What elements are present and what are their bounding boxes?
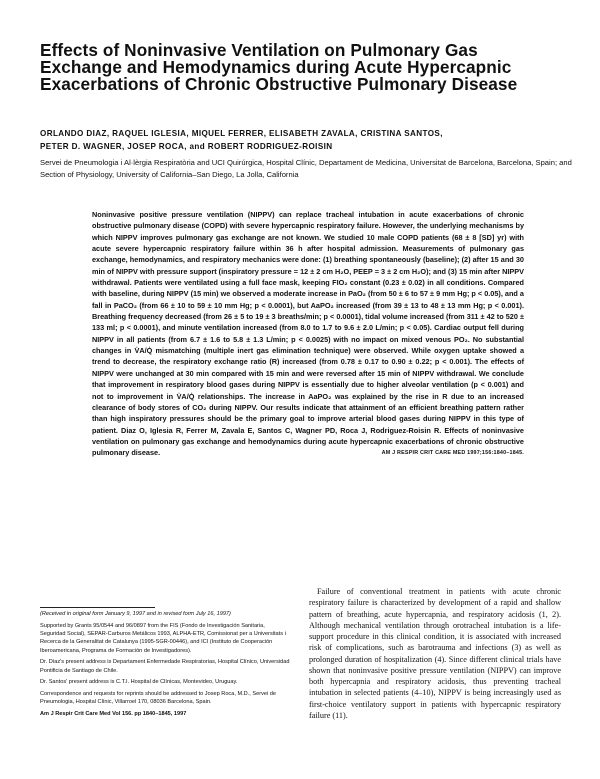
funding-note: Supported by Grants 95/0544 and 96/0897 from the FIS (Fondo de Investigación Sanitaria, Seguridad Social), SEPAR-Carburos Metálicos 1993, ALPHA-ETR, Comissionat per a Universitats i Recerca de la Generalitat de Catalunya (1995-SGR-00446), and ICI (Instituto de Cooperación Iberoamericana, Programa de Formación de Investigadores). <box>40 622 286 654</box>
introduction-paragraph: Failure of conventional treatment in patients with acute chronic respiratory failure is characterized by development of a rapid and shallow pattern of breathing, acute hypercapnia, and respiratory acidosis (1, 2). Although mechanical ventilation through orotracheal intubation is a life-support procedure in this clinical condition, it is associated with increased risk of complications, such as barotrauma and infections (3) as well as prolonged duration of hospitalization (4). Since different clinical trials have shown that noninvasive positive pressure ventilation (NIPPV) can improve both hypercapnia and respiratory acidosis, thus preventing tracheal intubation in selected patients (4–10), NIPPV is being increasingly used as first-choice ventilatory support in patients with hypercapnic respiratory failure (11). <box>309 587 561 720</box>
journal-reference: AM J RESPIR CRIT CARE MED 1997;156:1840–1845. <box>381 450 524 457</box>
santos-address-note: Dr. Santos' present address is C.T.I. Hospital de Clínicas, Montevideo, Uruguay. <box>40 679 238 686</box>
journal-citation: Am J Respir Crit Care Med Vol 156. pp 1840–1845, 1997 <box>40 710 187 717</box>
received-dates: (Received in original form January 9, 1997 and in revised form July 16, 1997) <box>40 611 231 617</box>
footnotes <box>40 610 290 722</box>
authors-line-1: ORLANDO DIAZ, RAQUEL IGLESIA, MIQUEL FERRER, ELISABETH ZAVALA, CRISTINA SANTOS, <box>40 129 443 138</box>
article-title: Effects of Noninvasive Ventilation on Pulmonary Gas Exchange and Hemodynamics during Acute Hypercapnic Exacerbations of Chronic Obstructive Pulmonary Disease <box>40 40 518 94</box>
correspondence-note: Correspondence and requests for reprints should be addressed to Josep Roca, M.D., Servei de Pneumologia, Hospital Clínic, Villarroel 170, 08036 Barcelona, Spain. <box>40 690 276 706</box>
authors-line-2: PETER D. WAGNER, JOSEP ROCA, and ROBERT RODRIGUEZ-ROISIN <box>40 142 333 151</box>
affiliation: Servei de Pneumologia i Al·lèrgia Respiratòria and UCI Quirúrgica, Hospital Clínic, Departament de Medicina, Universitat de Barcelona, Barcelona, Spain; and Section of Physiology, University of California–San Diego, La Jolla, California <box>40 158 572 180</box>
diaz-address-note: Dr. Díaz's present address is Departament Enfermedade Respiratorias, Hospital Clínico, Universidad Pontificia de Santiago de Chile. <box>40 659 290 674</box>
footnote-divider <box>40 607 155 608</box>
abstract <box>92 209 524 460</box>
author-list <box>40 127 580 153</box>
abstract-text: Noninvasive positive pressure ventilation (NIPPV) can replace tracheal intubation in acute exacerbations of chronic obstructive pulmonary disease (COPD) with severe hypercapnic respiratory failure. However, the underlying mechanisms by which NIPPV improves pulmonary gas exchange are not known. We studied 10 male COPD patients (68 ± 8 [SD] yr) with acute severe hypercapnic respiratory failure within 36 h after hospital admission. Measurements of pulmonary gas exchange, hemodynamics, and respiratory mechanics were done: (1) breathing spontaneously (baseline); (2) after 15 and 30 min of NIPPV with pressure support (inspiratory pressure = 12 ± 2 cm H₂O, PEEP = 3 ± 2 cm H₂O); and (3) 15 min after NIPPV withdrawal. Patients were ventilated using a full face mask, keeping FIO₂ constant (0.23 ± 0.02) in all conditions. Compared with baseline, during NIPPV (15 min) we observed a moderate increase in PaO₂ (from 50 ± 6 to 57 ± 9 mm Hg; p < 0.05), and a fall in PaCO₂ (from 66 ± 10 to 59 ± 10 mm Hg; p < 0.0001), but AaPO₂ increased (from 39 ± 13 to 48 ± 13 mm Hg; p < 0.001). Breathing frequency decreased (from 26 ± 5 to 19 ± 3 breaths/min; p < 0.0001), tidal volume increased (from 311 ± 42 to 520 ± 133 ml; p < 0.0001), and minute ventilation increased (from 8.0 to 1.7 to 9.6 ± 2.0 L/min; p < 0.05). Cardiac output fell during NIPPV in all patients (from 6.7 ± 1.6 to 5.8 ± 1.3 L/min; p < 0.0025) with no impact on mixed venous PO₂. No substantial changes in V̇A/Q̇ mismatching (multiple inert gas elimination technique) were observed. While oxygen uptake showed a trend to decrease, the respiratory exchange ratio (R) increased (from 0.78 ± 0.17 to 0.90 ± 0.22; p < 0.001). The effects of NIPPV were unchanged at 30 min compared with 15 min and were reversed after 15 min of NIPPV withdrawal. We conclude that improvement in respiratory blood gases during NIPPV is essentially due to higher alveolar ventilation (p < 0.001) and not to improvement in V̇A/Q̇ relationships. The increase in AaPO₂ was explained by the rise in R due to an increased clearance of body stores of CO₂ during NIPPV. Our results indicate that attainment of an efficient breathing pattern rather than high inspiratory pressures should be the primary goal to improve arterial blood gases during NIPPV in this type of patient. Diaz O, Iglesia R, Ferrer M, Zavala E, Santos C, Wagner PD, Roca J, Rodriguez-Roisin R. Effects of noninvasive ventilation on pulmonary gas exchange and hemodynamics during acute hypercapnic exacerbations of chronic obstructive pulmonary disease. <box>92 210 524 458</box>
